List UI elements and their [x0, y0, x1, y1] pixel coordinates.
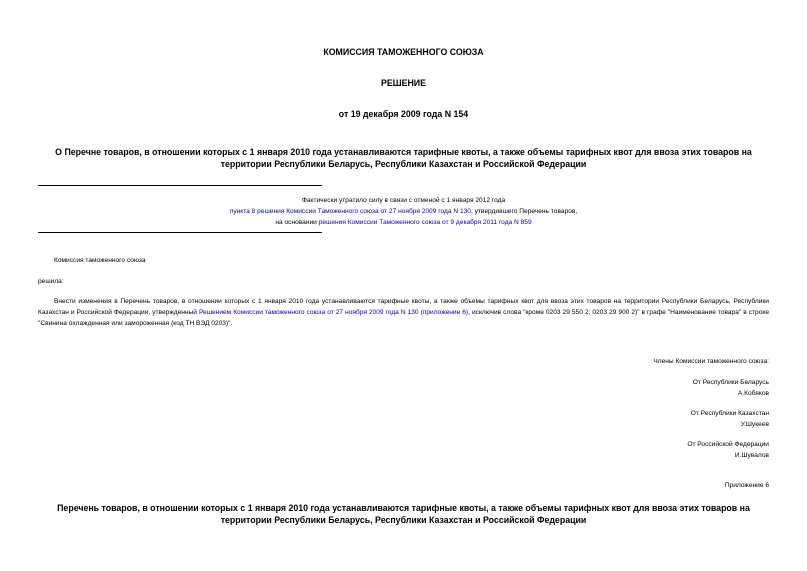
- status-note: [120, 195, 687, 228]
- document-title: [20, 146, 787, 170]
- status-note-link-130[interactable]: пункта 8 решения Комиссии Таможенного союза от 27 ноября 2009 года N 130: [229, 208, 471, 215]
- org-name: КОМИССИЯ ТАМОЖЕННОГО СОЮЗА: [323, 47, 484, 57]
- appendix-label: Приложение 6: [724, 482, 769, 489]
- appendix-title-line2: территории Республики Беларусь, Республики Казахстан и Российской Федерации: [220, 515, 587, 525]
- signature-name: А.Кобяков: [737, 390, 769, 397]
- signatures-heading: Члены Комиссии таможенного союза:: [653, 358, 769, 365]
- status-note-line3: [120, 217, 687, 228]
- signature-country: От Российской Федерации: [687, 441, 769, 448]
- signature-belarus: [400, 377, 769, 399]
- decision-link-130[interactable]: Решением Комиссии таможенного союза от 27 ноября 2009 года N 130 (приложение 6): [198, 309, 469, 316]
- signature-name: У.Шукеев: [740, 421, 769, 428]
- appendix-title-line1: Перечень товаров, в отношении которых с 1 января 2010 года устанавливаются тарифные квоты, а также объемы тарифных квот для ввоза этих товаров на: [57, 503, 750, 513]
- decided-line: решила:: [38, 278, 64, 285]
- signature-russia: [400, 439, 769, 461]
- signature-kazakhstan: [400, 408, 769, 430]
- document-title-line1: О Перечне товаров, в отношении которых с 1 января 2010 года устанавливаются тарифные квоты, а также объемы тарифных квот для ввоза этих товаров на: [55, 147, 752, 157]
- status-note-line2: [120, 206, 687, 217]
- document-title-line2: территории Республики Беларусь, Республики Казахстан и Российской Федерации: [220, 159, 587, 169]
- commission-line: Комиссия таможенного союза: [54, 257, 146, 264]
- status-note-line3-text: на основании: [275, 219, 319, 226]
- signature-country: От Республики Казахстан: [690, 410, 769, 417]
- signature-country: От Республики Беларусь: [692, 379, 769, 386]
- divider-top: [38, 185, 322, 186]
- decision-paragraph: [38, 296, 769, 329]
- appendix-title: [20, 502, 787, 526]
- divider-bottom: [38, 232, 322, 233]
- decision-text-part2: , исключив слова "кроме 0203 29 550 2; 0203 29 900 2)" в графе "Наименование товара" в строке "Свинина охлажденная или замороженная (код ТН ВЭД 0203)".: [38, 309, 770, 327]
- status-note-link-859[interactable]: решения Комиссии Таможенного союза от 9 декабря 2011 года N 859: [318, 219, 532, 226]
- signature-name: И.Шувалов: [734, 452, 769, 459]
- doc-date-number: от 19 декабря 2009 года N 154: [338, 109, 469, 119]
- doc-type: РЕШЕНИЕ: [381, 78, 426, 88]
- decision-text-part1: Внести изменения в Перечень товаров, в отношении которых с 1 января 2010 года устанавливаются тарифные квоты, а также объемы тарифных квот для ввоза этих товаров на территории Республики Беларусь, Республики Казахстан и Российской Федерации, утвержденный: [38, 298, 769, 316]
- status-note-line1: Фактически утратило силу в связи с отменой с 1 января 2012 года: [301, 197, 506, 204]
- status-note-line2-text: , утвердившего Перечень товаров,: [470, 208, 578, 215]
